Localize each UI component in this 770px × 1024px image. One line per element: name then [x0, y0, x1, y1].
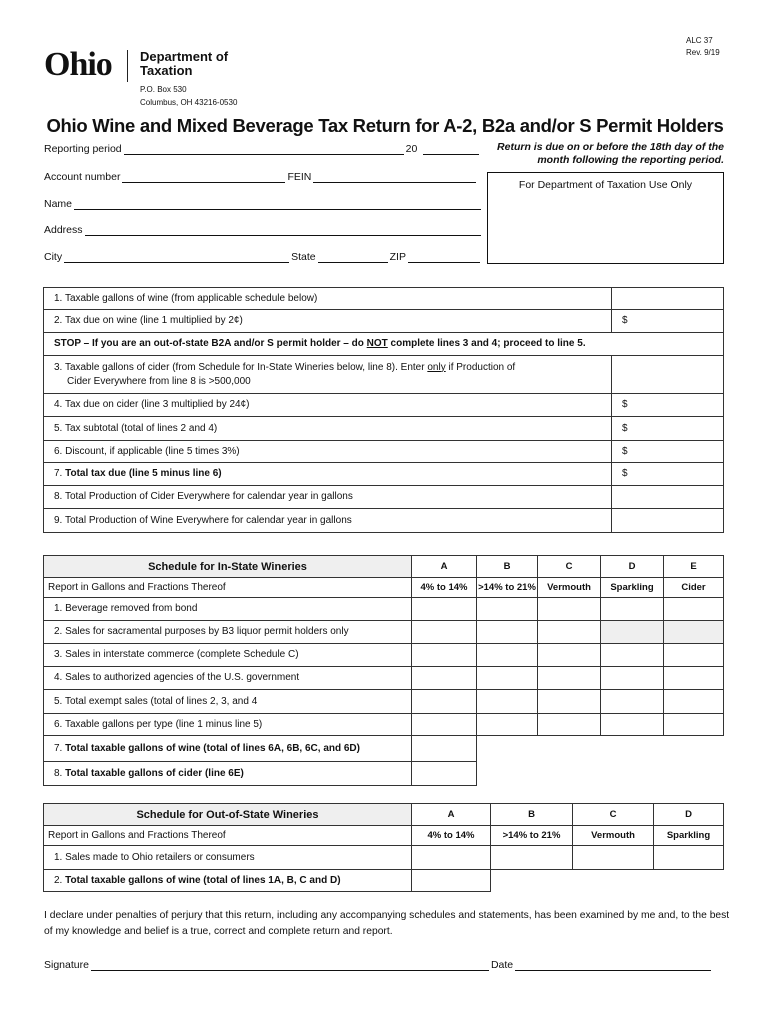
column-letter: B: [477, 556, 538, 578]
logo-divider: [127, 50, 128, 82]
cell-input[interactable]: [664, 690, 724, 714]
cell-input[interactable]: [664, 644, 724, 667]
city-line: Columbus, OH 43216-0530: [140, 98, 238, 107]
column-letter: D: [654, 804, 724, 826]
tax-lines-table: [43, 287, 724, 533]
cell-input[interactable]: [412, 846, 491, 870]
amount-input[interactable]: [612, 288, 724, 310]
amount-input[interactable]: $: [612, 310, 724, 333]
row-label: 4. Sales to authorized agencies of the U.S. government: [44, 667, 412, 690]
form-number: ALC 37: [686, 36, 713, 45]
cell-input[interactable]: [601, 598, 664, 621]
table-row: [44, 644, 724, 667]
table-row: [44, 463, 724, 486]
table-row: [44, 621, 724, 644]
stop-row: [44, 333, 724, 356]
row-label: [44, 736, 412, 762]
blank-area: [477, 762, 724, 786]
row-label-bold: Total taxable gallons of cider (line 6E): [65, 767, 244, 779]
cell-input[interactable]: [412, 762, 477, 786]
column-letter: A: [412, 556, 477, 578]
address-label: Address: [44, 224, 83, 236]
form-id: [686, 35, 720, 59]
dept-line2: Taxation: [140, 63, 193, 78]
name-label: Name: [44, 198, 73, 210]
reporting-period-row: [44, 141, 481, 155]
row-label: 1. Sales made to Ohio retailers or consumers: [44, 846, 412, 870]
cell-input[interactable]: [601, 714, 664, 736]
blank-area: [491, 870, 724, 892]
schedule-title: Schedule for Out-of-State Wineries: [44, 804, 412, 826]
address-row: [44, 222, 483, 236]
date-input[interactable]: [515, 961, 711, 971]
line-label: 5. Tax subtotal (total of lines 2 and 4): [44, 417, 612, 441]
instate-schedule-table: [43, 555, 724, 786]
table-row: [44, 870, 724, 892]
column-type: Sparkling: [654, 826, 724, 846]
cell-disabled: [664, 621, 724, 644]
schedule-header-row: [44, 804, 724, 826]
table-row: [44, 690, 724, 714]
row-label: 2. Sales for sacramental purposes by B3 liquor permit holders only: [44, 621, 412, 644]
line-label: 4. Tax due on cider (line 3 multiplied by 24¢): [44, 394, 612, 417]
table-row: [44, 356, 724, 394]
table-row: [44, 288, 724, 310]
row-label-bold: Total taxable gallons of wine (total of lines 1A, B, C and D): [65, 874, 341, 886]
amount-input[interactable]: [612, 486, 724, 509]
amount-input[interactable]: $: [612, 463, 724, 486]
cell-input[interactable]: [477, 667, 538, 690]
cell-input[interactable]: [412, 870, 491, 892]
row-label: [44, 870, 412, 892]
page-title: Ohio Wine and Mixed Beverage Tax Return for A-2, B2a and/or S Permit Holders: [46, 115, 724, 136]
column-letter: D: [601, 556, 664, 578]
column-type: Vermouth: [573, 826, 654, 846]
stop-not: NOT: [366, 338, 388, 349]
line3-only: only: [427, 361, 446, 373]
cell-input[interactable]: [477, 598, 538, 621]
line-label: 8. Total Production of Cider Everywhere for calendar year in gallons: [44, 486, 612, 509]
city-row: [44, 249, 482, 263]
department-name: [140, 50, 228, 78]
cell-input[interactable]: [412, 690, 477, 714]
cell-input[interactable]: [538, 621, 601, 644]
cell-input[interactable]: [491, 846, 573, 870]
cell-disabled: [601, 621, 664, 644]
column-type: >14% to 21%: [477, 578, 538, 598]
cell-input[interactable]: [573, 846, 654, 870]
address-input[interactable]: [85, 226, 481, 236]
row-label-bold: Total taxable gallons of wine (total of lines 6A, 6B, 6C, and 6D): [65, 742, 360, 754]
zip-input[interactable]: [408, 253, 480, 263]
cell-input[interactable]: [412, 598, 477, 621]
line-number: 7.: [54, 468, 66, 479]
line-number: 2.: [54, 874, 66, 886]
year-input[interactable]: [423, 145, 479, 155]
cell-input[interactable]: [538, 690, 601, 714]
stop-text-end: complete lines 3 and 4; proceed to line 5.: [387, 338, 586, 349]
line-number: 7.: [54, 742, 66, 754]
amount-input[interactable]: $: [612, 441, 724, 463]
cell-input[interactable]: [477, 621, 538, 644]
fein-label: FEIN: [287, 171, 312, 183]
cell-input[interactable]: [538, 598, 601, 621]
column-type: 4% to 14%: [412, 826, 491, 846]
table-row: [44, 394, 724, 417]
row-label: 6. Taxable gallons per type (line 1 minus line 5): [44, 714, 412, 736]
ohio-logo: Ohio: [44, 46, 112, 83]
cell-input[interactable]: [538, 714, 601, 736]
department-address: [140, 83, 237, 109]
date-label: Date: [490, 959, 514, 971]
cell-input[interactable]: [412, 644, 477, 667]
table-row: [44, 846, 724, 870]
amount-input[interactable]: [612, 509, 724, 533]
line3-text-end: if Production of: [445, 361, 516, 373]
state-label: State: [291, 251, 316, 263]
due-notice: Return is due on or before the 18th day of the month following the reporting period.: [497, 141, 724, 166]
blank-area: [477, 736, 724, 762]
cell-input[interactable]: [412, 736, 477, 762]
column-type: 4% to 14%: [412, 578, 477, 598]
schedule-subtitle: Report in Gallons and Fractions Thereof: [44, 826, 412, 846]
account-number-label: Account number: [44, 171, 121, 183]
cell-input[interactable]: [601, 690, 664, 714]
line-label: 1. Taxable gallons of wine (from applicable schedule below): [44, 288, 612, 310]
cell-input[interactable]: [538, 667, 601, 690]
cell-input[interactable]: [664, 598, 724, 621]
table-row: [44, 762, 724, 786]
table-row: [44, 486, 724, 509]
line-number: 8.: [54, 767, 66, 779]
line3-text-2: Cider Everywhere from line 8 is >500,000: [67, 375, 251, 387]
account-number-input[interactable]: [122, 173, 285, 183]
outstate-schedule-table: [43, 803, 724, 892]
row-label: 3. Sales in interstate commerce (complete Schedule C): [44, 644, 412, 667]
table-row: [44, 667, 724, 690]
account-row: [44, 169, 478, 183]
department-use-box: [487, 172, 724, 264]
reporting-period-label: Reporting period: [44, 143, 122, 155]
cell-input[interactable]: [538, 644, 601, 667]
cell-input[interactable]: [412, 621, 477, 644]
stop-text: STOP – If you are an out-of-state B2A and/or S permit holder – do: [54, 338, 367, 349]
schedule-header-row: [44, 556, 724, 578]
form-revision: Rev. 9/19: [686, 48, 720, 57]
cell-input[interactable]: [601, 644, 664, 667]
column-letter: E: [664, 556, 724, 578]
schedule-subheader-row: [44, 578, 724, 598]
signature-input[interactable]: [91, 961, 489, 971]
schedule-subtitle: Report in Gallons and Fractions Thereof: [44, 578, 412, 598]
dept-line1: Department of: [140, 49, 229, 64]
table-row: [44, 736, 724, 762]
line-label: 9. Total Production of Wine Everywhere for calendar year in gallons: [44, 509, 612, 533]
column-letter: C: [538, 556, 601, 578]
state-input[interactable]: [318, 253, 388, 263]
cell-input[interactable]: [664, 667, 724, 690]
line3-text: 3. Taxable gallons of cider (from Schedule for In-State Wineries below, line 8). Enter: [54, 361, 428, 373]
table-row: [44, 310, 724, 333]
line-label: [44, 463, 612, 486]
column-letter: C: [573, 804, 654, 826]
table-row: [44, 441, 724, 463]
column-type: Vermouth: [538, 578, 601, 598]
zip-label: ZIP: [389, 251, 406, 263]
table-row: [44, 714, 724, 736]
cell-input[interactable]: [601, 667, 664, 690]
reporting-period-input[interactable]: [124, 145, 404, 155]
cell-input[interactable]: [412, 667, 477, 690]
city-label: City: [44, 251, 63, 263]
city-input[interactable]: [64, 253, 289, 263]
amount-input[interactable]: $: [612, 417, 724, 441]
cell-input[interactable]: [477, 690, 538, 714]
table-row: [44, 509, 724, 533]
column-letter: B: [491, 804, 573, 826]
row-label: 5. Total exempt sales (total of lines 2, 3, and 4: [44, 690, 412, 714]
name-row: [44, 196, 483, 210]
cell-input[interactable]: [477, 644, 538, 667]
fein-input[interactable]: [313, 173, 476, 183]
table-row: [44, 417, 724, 441]
line-label: [44, 356, 612, 394]
table-row: [44, 598, 724, 621]
schedule-title: Schedule for In-State Wineries: [44, 556, 412, 578]
po-box: P.O. Box 530: [140, 85, 187, 94]
amount-input[interactable]: $: [612, 394, 724, 417]
cell-input[interactable]: [654, 846, 724, 870]
amount-input[interactable]: [612, 356, 724, 394]
line-label: 2. Tax due on wine (line 1 multiplied by 2¢): [44, 310, 612, 333]
cell-input[interactable]: [412, 714, 477, 736]
declaration: I declare under penalties of perjury that this return, including any accompanying schedules and statements, has been examined by me and, to the best of my knowledge and belief is a true, correct and complete return and report.: [44, 910, 730, 937]
schedule-subheader-row: [44, 826, 724, 846]
column-type: >14% to 21%: [491, 826, 573, 846]
use-only-label: For Department of Taxation Use Only: [518, 179, 693, 191]
cell-input[interactable]: [664, 714, 724, 736]
line-label-bold: Total tax due (line 5 minus line 6): [65, 468, 222, 479]
row-label: [44, 762, 412, 786]
row-label: 1. Beverage removed from bond: [44, 598, 412, 621]
line-label: 6. Discount, if applicable (line 5 times 3%): [44, 441, 612, 463]
cell-input[interactable]: [477, 714, 538, 736]
column-letter: A: [412, 804, 491, 826]
year-prefix-label: 20: [405, 143, 418, 155]
column-type: Cider: [664, 578, 724, 598]
stop-notice: [44, 333, 724, 356]
name-input[interactable]: [74, 200, 481, 210]
signature-row: [44, 957, 713, 971]
signature-label: Signature: [44, 959, 89, 971]
column-type: Sparkling: [601, 578, 664, 598]
